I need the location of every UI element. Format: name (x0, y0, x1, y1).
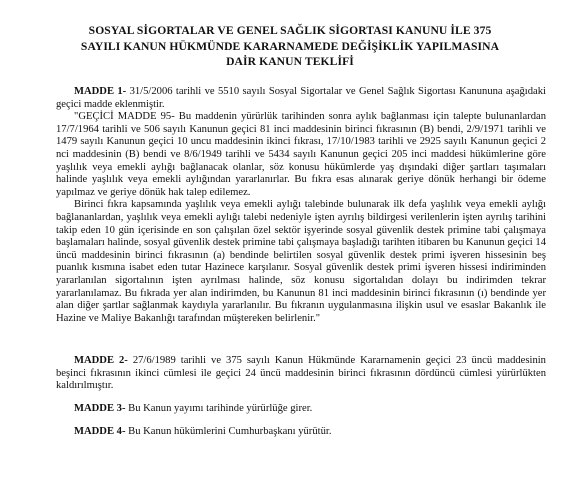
article-3-label: MADDE 3- (74, 403, 126, 414)
article-4 (56, 426, 546, 439)
title-line-2: SAYILI KANUN HÜKMÜNDE KARARNAMEDE DEĞİŞİKLİK YAPILMASINA (80, 39, 500, 53)
article-1-label: MADDE 1- (74, 86, 127, 97)
article-2-text: 27/6/1989 tarihli ve 375 sayılı Kanun Hükmünde Kararnamenin geçici 23 üncü maddesinin beşinci fıkrasının ikinci cümlesi ile geçici 24 üncü maddesinin birinci fıkrasının dördüncü cümlesi yürürlükten kaldırılmıştır. (56, 355, 546, 392)
article-4-label: MADDE 4- (74, 426, 126, 437)
article-2 (56, 355, 546, 393)
article-4-text: Bu Kanun hükümlerini Cumhurbaşkanı yürütür. (125, 426, 332, 437)
article-1-paragraph-1: "GEÇİCİ MADDE 95- Bu maddenin yürürlük tarihinden sonra aylık bağlanması için talepte bulunanlardan 17/7/1964 tarihli ve 506 sayılı Kanunun geçici 81 inci maddesinin birinci fıkrasının (B) bendi, 2/9/1971 tarihli ve 1479 sayılı Kanunun geçici 10 uncu maddesinin ikinci fıkrası, 17/10/1983 tarihli ve 2925 sayılı Kanunun geçici 2 nci maddesinin (B) bendi ve 8/6/1949 tarihli ve 5434 sayılı Kanunun geçici 205 inci maddesi hükümlerine göre yaşlılık veya emekli aylığı bağlanacak olanlar, söz konusu hükümlerde yaş dışındaki diğer şartları taşımaları halinde yaşlılık veya emekli aylığından yararlanırlar. Bu fıkra esas alınarak geriye dönük herhangi bir ödeme yapılmaz ve geriye dönük hak talep edilemez. (56, 111, 546, 198)
article-1 (56, 86, 546, 325)
document-title (30, 23, 550, 70)
article-1-paragraph-2: Birinci fıkra kapsamında yaşlılık veya emekli aylığı talebinde bulunarak ilk defa yaşlılık veya emekli aylığı bağlananlardan, yaşlılık veya emekli aylığı talebi nedeniyle işten ayrılış bildirgesi verilenlerin işten ayrılış tarihini takip eden 10 gün içerisinde en son çalışılan özel sektör işyerinde sosyal güvenlik destek primine tabi çalışmaya başlamaları halinde, sosyal güvenlik destek primine tabi çalışmaya başladığı tarihten itibaren bu Kanunun geçici 14 üncü maddesinin birinci fıkrasının (a) bendinde belirtilen sosyal güvenlik destek primi işveren hissesinin beş puanlık kısmına isabet eden tutar Hazinece karşılanır. Sosyal güvenlik destek primi işveren hissesi indiriminden yararlanılan sigortalının işten ayrılması halinde, söz konusu sigortalıdan dolayı bu indirimden tekrar yararlanılamaz. Bu fıkrada yer alan indirimden, bu Kanunun 81 inci maddesinin birinci fıkrasının (ı) bendinde yer alan diğer şartlar sağlanmak kaydıyla yararlanılır. Bu fıkranın uygulanmasına ilişkin usul ve esaslar Bakanlık ile Hazine ve Maliye Bakanlığı tarafından müştereken belirlenir." (56, 199, 546, 324)
article-3-text: Bu Kanun yayımı tarihinde yürürlüğe girer. (125, 403, 313, 414)
title-line-1: SOSYAL SİGORTALAR VE GENEL SAĞLIK SİGORTASI KANUNU İLE 375 (88, 24, 492, 37)
title-line-3: DAİR KANUN TEKLİFİ (226, 55, 354, 68)
article-2-label: MADDE 2- (74, 355, 128, 366)
article-3 (56, 403, 546, 416)
article-1-intro: 31/5/2006 tarihli ve 5510 sayılı Sosyal Sigortalar ve Genel Sağlık Sigortası Kanununa aşağıdaki geçici madde eklenmiştir. (56, 86, 546, 110)
